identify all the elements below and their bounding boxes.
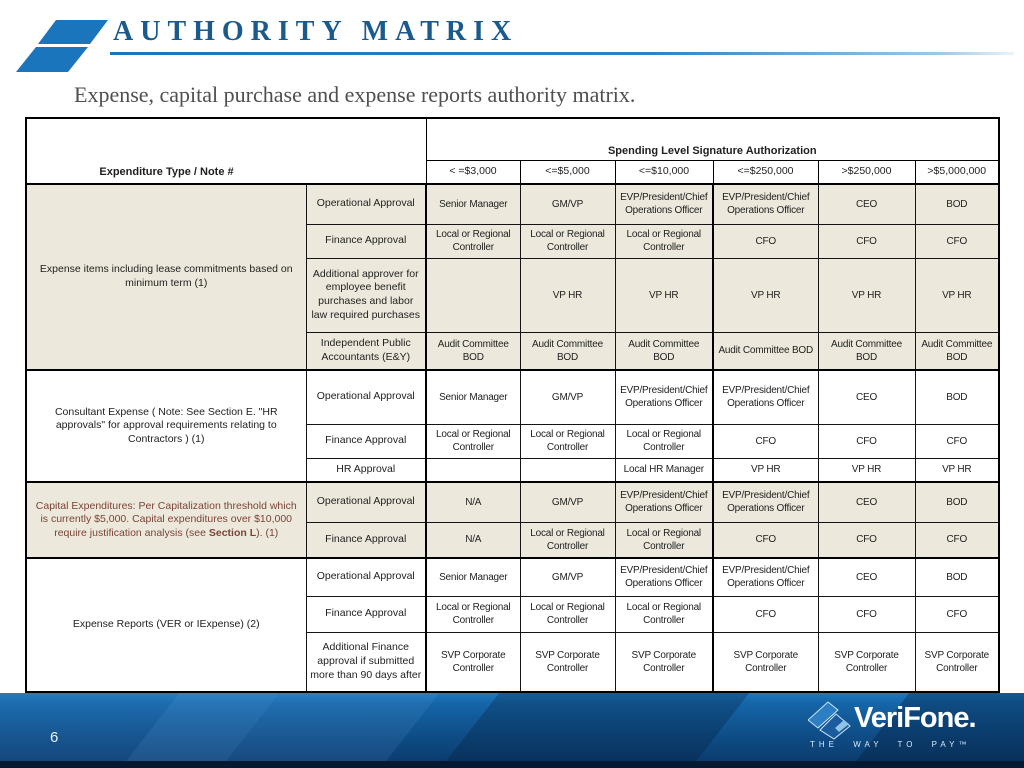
authority-cell: SVP Corporate Controller (713, 632, 818, 692)
authority-cell: N/A (426, 522, 520, 558)
authority-cell: SVP Corporate Controller (615, 632, 713, 692)
spending-level-header: Spending Level Signature Authorization (426, 118, 999, 161)
authority-cell: VP HR (818, 458, 915, 482)
authority-cell: GM/VP (520, 558, 615, 596)
authority-cell: CFO (915, 224, 999, 258)
authority-cell: EVP/President/Chief Operations Officer (713, 482, 818, 522)
authority-cell: Local or Regional Controller (520, 424, 615, 458)
authority-cell: EVP/President/Chief Operations Officer (713, 184, 818, 224)
page-number: 6 (50, 729, 59, 746)
authority-cell: VP HR (915, 458, 999, 482)
spending-level-0: < =$3,000 (426, 161, 520, 185)
verifone-logo (808, 700, 1008, 758)
authority-cell: CFO (713, 424, 818, 458)
table-row (26, 370, 999, 424)
authority-cell: Audit Committee BOD (915, 332, 999, 370)
authority-cell: Local or Regional Controller (615, 596, 713, 632)
authority-cell: SVP Corporate Controller (520, 632, 615, 692)
authority-cell: EVP/President/Chief Operations Officer (713, 370, 818, 424)
authority-cell: GM/VP (520, 184, 615, 224)
authority-cell: Local or Regional Controller (615, 424, 713, 458)
authority-cell: Local or Regional Controller (615, 522, 713, 558)
authority-cell: EVP/President/Chief Operations Officer (713, 558, 818, 596)
authority-cell: EVP/President/Chief Operations Officer (615, 482, 713, 522)
authority-cell: CFO (818, 596, 915, 632)
footer-bottom-strip (0, 761, 1024, 768)
authority-cell: Audit Committee BOD (615, 332, 713, 370)
title-divider (110, 52, 1014, 55)
group-label-cell (26, 558, 306, 692)
page-title: AUTHORITY MATRIX (113, 16, 519, 47)
group-label-text: Consultant Expense ( Note: See Section E. "HR approvals" for approval requirements relating to Contractors ) (1) (54, 405, 278, 445)
authority-cell: SVP Corporate Controller (426, 632, 520, 692)
approval-type-cell: Operational Approval (306, 184, 426, 224)
slide-subtitle: Expense, capital purchase and expense reports authority matrix. (74, 82, 636, 107)
authority-cell: VP HR (818, 258, 915, 332)
authority-cell: Local or Regional Controller (615, 224, 713, 258)
approval-type-cell: Finance Approval (306, 522, 426, 558)
table-row (26, 482, 999, 522)
group-label-cell (26, 184, 306, 370)
group-label-text: Expense Reports (VER or IExpense) (2) (72, 618, 260, 631)
authority-cell: Senior Manager (426, 370, 520, 424)
approval-type-cell: Operational Approval (306, 558, 426, 596)
authority-cell: CFO (818, 522, 915, 558)
group-label-text: Expense items including lease commitments based on minimum term (1) (39, 263, 293, 289)
table-row (26, 184, 999, 224)
approval-type-cell: Operational Approval (306, 482, 426, 522)
authority-cell: CFO (818, 224, 915, 258)
authority-cell: Audit Committee BOD (713, 332, 818, 370)
authority-cell: Audit Committee BOD (818, 332, 915, 370)
authority-cell: CFO (915, 522, 999, 558)
authority-cell: EVP/President/Chief Operations Officer (615, 370, 713, 424)
group-label-text: Section L (208, 526, 257, 539)
authority-cell: CFO (713, 522, 818, 558)
verifone-mark-icon (808, 700, 854, 740)
authority-cell: BOD (915, 184, 999, 224)
authority-cell: BOD (915, 370, 999, 424)
authority-cell: SVP Corporate Controller (915, 632, 999, 692)
authority-cell: GM/VP (520, 482, 615, 522)
group-label-cell (26, 482, 306, 558)
approval-type-cell: Finance Approval (306, 596, 426, 632)
authority-cell: VP HR (713, 258, 818, 332)
expenditure-type-header: Expenditure Type / Note # (26, 118, 306, 184)
spending-level-1: <=$5,000 (520, 161, 615, 185)
authority-cell: EVP/President/Chief Operations Officer (615, 184, 713, 224)
table-row (26, 558, 999, 596)
authority-cell: CEO (818, 558, 915, 596)
approval-type-cell: Operational Approval (306, 370, 426, 424)
authority-cell: Local or Regional Controller (520, 224, 615, 258)
approval-type-cell: Finance Approval (306, 424, 426, 458)
authority-cell: BOD (915, 558, 999, 596)
authority-cell (520, 458, 615, 482)
authority-cell: CFO (915, 424, 999, 458)
authority-cell: CEO (818, 370, 915, 424)
spending-level-4: >$250,000 (818, 161, 915, 185)
authority-cell: Audit Committee BOD (520, 332, 615, 370)
authority-cell: Local or Regional Controller (426, 424, 520, 458)
authority-cell: Senior Manager (426, 184, 520, 224)
matrix-body (26, 184, 999, 692)
authority-cell: BOD (915, 482, 999, 522)
authority-cell (426, 258, 520, 332)
approval-type-cell: Additional approver for employee benefit purchases and labor law required purchases (306, 258, 426, 332)
authority-cell: CFO (818, 424, 915, 458)
authority-cell: Audit Committee BOD (426, 332, 520, 370)
authority-cell: EVP/President/Chief Operations Officer (615, 558, 713, 596)
authority-cell: Local HR Manager (615, 458, 713, 482)
verifone-tagline: THE WAY TO PAY™ (810, 740, 971, 749)
authority-matrix-table (25, 117, 1000, 693)
spending-level-2: <=$10,000 (615, 161, 713, 185)
spending-level-3: <=$250,000 (713, 161, 818, 185)
authority-cell (426, 458, 520, 482)
authority-cell: Local or Regional Controller (426, 224, 520, 258)
authority-cell: SVP Corporate Controller (818, 632, 915, 692)
authority-cell: GM/VP (520, 370, 615, 424)
group-label-cell (26, 370, 306, 482)
authority-cell: CEO (818, 184, 915, 224)
approval-type-cell: HR Approval (306, 458, 426, 482)
authority-cell: Senior Manager (426, 558, 520, 596)
authority-cell: CFO (713, 224, 818, 258)
authority-cell: Local or Regional Controller (520, 522, 615, 558)
authority-cell: VP HR (915, 258, 999, 332)
verifone-wordmark: VeriFone. (854, 702, 976, 734)
chevron-logo-icon (8, 0, 123, 74)
authority-cell: VP HR (713, 458, 818, 482)
authority-cell: Local or Regional Controller (426, 596, 520, 632)
group-label-text: ). (1) (256, 526, 279, 539)
authority-cell: VP HR (520, 258, 615, 332)
header-spacer (306, 118, 426, 184)
approval-type-cell: Independent Public Accountants (E&Y) (306, 332, 426, 370)
footer-diagonal-shape (433, 693, 757, 768)
authority-cell: CEO (818, 482, 915, 522)
authority-cell: N/A (426, 482, 520, 522)
spending-level-5: >$5,000,000 (915, 161, 999, 185)
footer-band (0, 693, 1024, 768)
authority-cell: CFO (915, 596, 999, 632)
approval-type-cell: Finance Approval (306, 224, 426, 258)
group-label-text: Capital Expenditures: Per Capitalization threshold which is currently $5,000. Capital expenditures over $10,000 require justification analysis (see (35, 499, 297, 539)
authority-cell: Local or Regional Controller (520, 596, 615, 632)
approval-type-cell: Additional Finance approval if submitted more than 90 days after (306, 632, 426, 692)
authority-cell: CFO (713, 596, 818, 632)
authority-cell: VP HR (615, 258, 713, 332)
